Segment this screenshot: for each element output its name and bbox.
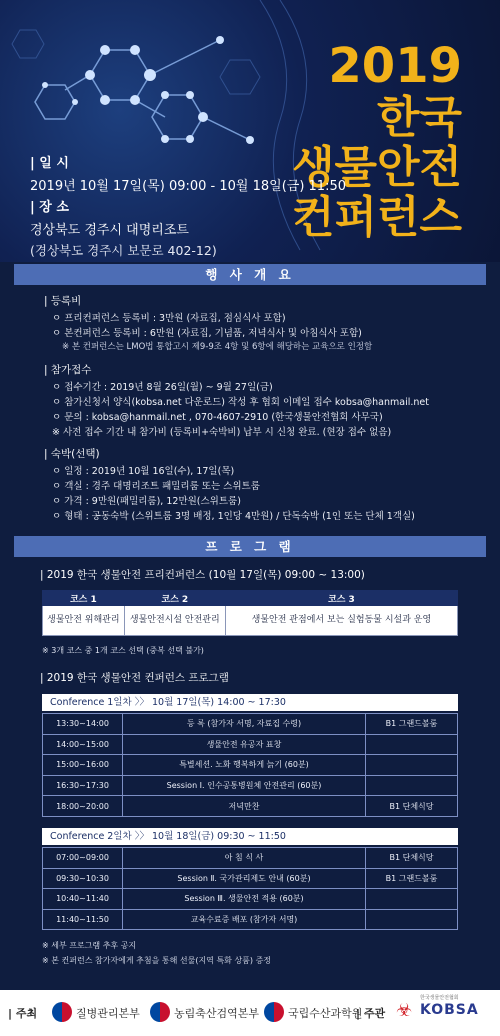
- course-note: ※ 3개 코스 중 1개 코스 선택 (중복 선택 불가): [42, 646, 204, 655]
- sponsor-footer: [0, 990, 500, 1036]
- biohazard-icon: ☣: [396, 1000, 413, 1021]
- row-time: 16:30~17:30: [43, 775, 123, 796]
- lodging-line-1: ㅇ 일정 : 2019년 10월 16일(수), 17일(목): [52, 466, 235, 477]
- course-1-name: 코스 1: [43, 591, 125, 606]
- row-place: [366, 889, 458, 910]
- government-emblem-icon: [52, 1002, 72, 1022]
- overview-header: 행 사 개 요: [14, 264, 486, 285]
- row-content: 교육수료증 배포 (참가자 서명): [123, 909, 366, 930]
- table-row: [43, 775, 458, 796]
- program-note-1: ※ 세부 프로그램 추후 공지: [42, 941, 137, 950]
- organizer-logo-sub: 한국생물안전협회: [420, 995, 459, 1001]
- date-value: 2019년 10월 17일(목) 09:00 - 10월 18일(금) 11:50: [30, 179, 346, 194]
- main-conference-title: | 2019 한국 생물안전 컨퍼런스 프로그램: [40, 672, 229, 684]
- row-time: 13:30~14:00: [43, 714, 123, 735]
- row-time: 07:00~09:00: [43, 848, 123, 869]
- title-line-2: 생물안전: [291, 142, 462, 193]
- fee-line-2: ㅇ 본컨퍼런스 등록비 : 6만원 (자료집, 기념품, 저녁식사 및 아침식사 포함): [52, 328, 362, 339]
- table-row: [43, 734, 458, 755]
- fee-title: | 등록비: [44, 295, 82, 307]
- row-time: 11:40~11:50: [43, 909, 123, 930]
- government-emblem-icon: [150, 1002, 170, 1022]
- row-content: 특별세션. 노화 행복하게 늙기 (60분): [123, 755, 366, 776]
- row-place: B1 그랜드볼룸: [366, 714, 458, 735]
- place-address: (경상북도 경주시 보문로 402-12): [30, 243, 217, 258]
- government-emblem-icon: [264, 1002, 284, 1022]
- conference-year: 2019: [328, 38, 462, 94]
- table-row: [43, 848, 458, 869]
- registration-title: | 참가접수: [44, 364, 92, 376]
- row-content: 생물안전 유공자 표창: [123, 734, 366, 755]
- course-content-row: [43, 606, 458, 636]
- host-3: 국립수산과학원: [288, 1007, 363, 1020]
- host-label: | 주최: [8, 1007, 38, 1020]
- row-content: 아 침 식 사: [123, 848, 366, 869]
- row-place: [366, 909, 458, 930]
- registration-line-4: ※ 사전 접수 기간 내 참가비 (등록비+숙박비) 납부 시 신청 완료. (현장 접수 없음): [52, 427, 392, 438]
- table-row: [43, 755, 458, 776]
- row-time: 10:40~11:40: [43, 889, 123, 910]
- date-label: | 일 시: [30, 156, 69, 171]
- row-place: B1 단체식당: [366, 848, 458, 869]
- row-place: [366, 734, 458, 755]
- day1-schedule: [42, 713, 458, 817]
- host-1: 질병관리본부: [76, 1007, 140, 1020]
- row-content: 등 록 (참가자 서명, 자료집 수령): [123, 714, 366, 735]
- program-note-2: ※ 본 컨퍼런스 참가자에게 추첨을 통해 선물(지역 특화 상품) 증정: [42, 956, 272, 965]
- row-place: [366, 775, 458, 796]
- lodging-title: | 숙박(선택): [44, 448, 100, 460]
- row-content: Session Ⅱ. 국가관리제도 안내 (60분): [123, 868, 366, 889]
- row-place: [366, 755, 458, 776]
- kobsa-logo: KOBSA: [420, 1002, 479, 1018]
- registration-line-2: ㅇ 참가신청서 양식(kobsa.net 다운로드) 작성 후 협회 이메일 접수 kobsa@hanmail.net: [52, 397, 429, 408]
- row-time: 09:30~10:30: [43, 868, 123, 889]
- row-time: 15:00~16:00: [43, 755, 123, 776]
- lodging-line-4: ㅇ 형태 : 공동숙박 (스위트룸 3명 배정, 1인당 4만원) / 단독숙박 (1인 또는 단체 1객실): [52, 511, 415, 522]
- date-info: [30, 152, 346, 194]
- course-table: [42, 590, 458, 636]
- fee-note: ※ 본 컨퍼런스는 LMO법 통합고시 제9-9조 4항 및 6항에 해당하는 교육으로 인정함: [62, 342, 373, 352]
- lodging-line-2: ㅇ 객실 : 경주 대명리조트 패밀리룸 또는 스위트룸: [52, 481, 260, 492]
- title-line-1: 한국: [376, 92, 462, 143]
- row-content: 저녁만찬: [123, 796, 366, 817]
- course-2-name: 코스 2: [124, 591, 225, 606]
- place-value: 경상북도 경주시 대명리조트: [30, 223, 189, 238]
- organizer-label: | 주관: [356, 1007, 386, 1020]
- hero-banner: [0, 0, 500, 262]
- course-1-content: 생물안전 위해관리: [43, 606, 125, 636]
- fee-line-1: ㅇ 프리컨퍼런스 등록비 : 3만원 (자료집, 점심식사 포함): [52, 313, 286, 324]
- day2-schedule: [42, 847, 458, 930]
- lodging-line-3: ㅇ 가격 : 9만원(패밀리룸), 12만원(스위트룸): [52, 496, 241, 507]
- row-time: 14:00~15:00: [43, 734, 123, 755]
- program-header: 프 로 그 램: [14, 536, 486, 557]
- course-3-content: 생물안전 관점에서 보는 실험동물 시설과 운영: [225, 606, 457, 636]
- course-3-name: 코스 3: [225, 591, 457, 606]
- place-info: [30, 196, 217, 259]
- row-place: B1 그랜드볼룸: [366, 868, 458, 889]
- pre-conference-title: | 2019 한국 생물안전 프리컨퍼런스 (10월 17일(목) 09:00 ~ 13:00): [40, 569, 365, 581]
- day2-header: Conference 2일차 〉〉 10월 18일(금) 09:30 ~ 11:50: [42, 828, 458, 845]
- row-content: Session Ⅲ. 생물안전 적용 (60분): [123, 889, 366, 910]
- table-row: [43, 909, 458, 930]
- row-place: B1 단체식당: [366, 796, 458, 817]
- table-row: [43, 868, 458, 889]
- registration-line-1: ㅇ 접수기간 : 2019년 8월 26일(월) ~ 9월 27일(금): [52, 382, 273, 393]
- registration-line-3: ㅇ 문의 : kobsa@hanmail.net , 070-4607-2910 (한국생물안전협회 사무국): [52, 412, 383, 423]
- table-row: [43, 714, 458, 735]
- course-header-row: [43, 591, 458, 606]
- day1-header: Conference 1일차 〉〉 10월 17일(목) 14:00 ~ 17:30: [42, 694, 458, 711]
- title-line-3: 컨퍼런스: [291, 192, 462, 243]
- row-time: 18:00~20:00: [43, 796, 123, 817]
- place-label: | 장 소: [30, 200, 69, 215]
- host-2: 농림축산검역본부: [174, 1007, 260, 1020]
- row-content: Session Ⅰ. 인수공통병원체 안전관리 (60분): [123, 775, 366, 796]
- table-row: [43, 889, 458, 910]
- course-2-content: 생물안전시설 안전관리: [124, 606, 225, 636]
- table-row: [43, 796, 458, 817]
